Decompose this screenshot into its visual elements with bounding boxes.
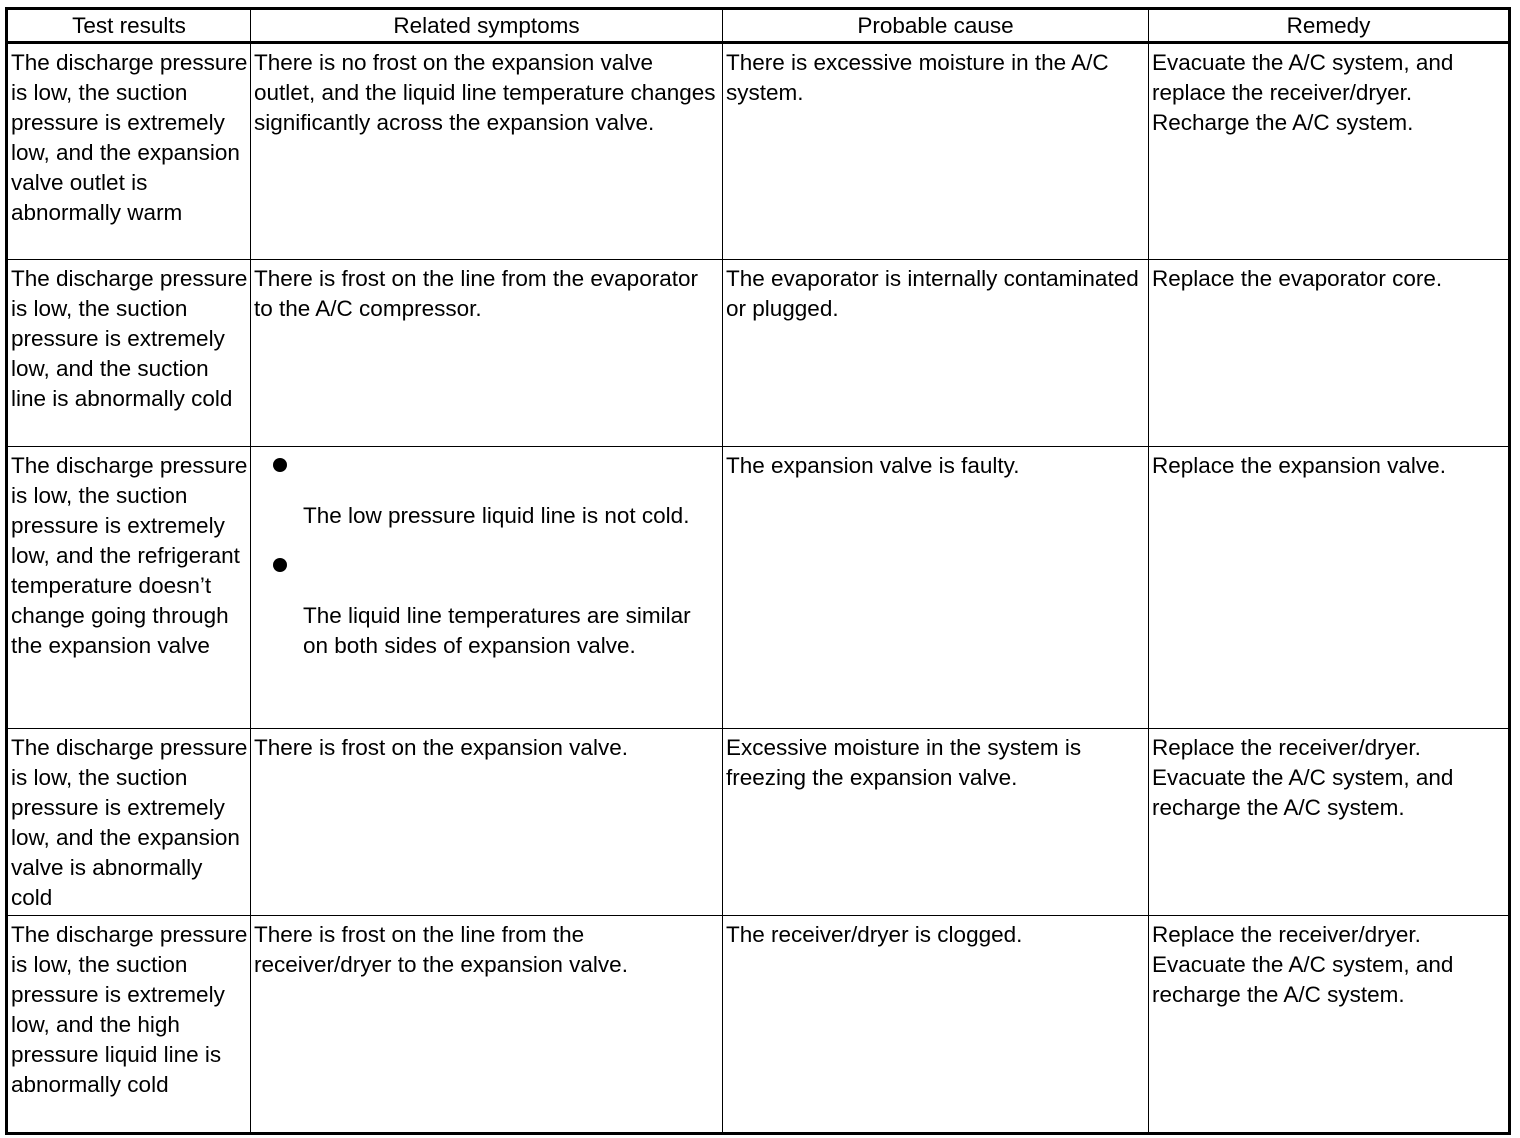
bullet-dot-icon [273, 558, 287, 572]
table-header [7, 9, 1510, 43]
list-item [254, 451, 720, 531]
header-related-symptoms: Related symptoms [251, 9, 723, 43]
cause-cell: There is excessive moisture in the A/C system. [723, 43, 1149, 260]
cause-cell: The expansion valve is faulty. [723, 447, 1149, 729]
test-result-cell: The discharge pressure is low, the suction pressure is extremely low, and the suction line is abnormally cold [7, 260, 251, 447]
remedy-cell: Evacuate the A/C system, and replace the receiver/dryer. Recharge the A/C system. [1149, 43, 1510, 260]
remedy-cell: Replace the evaporator core. [1149, 260, 1510, 447]
symptoms-cell: There is frost on the line from the evaporator to the A/C compressor. [251, 260, 723, 447]
list-item [254, 551, 720, 661]
table-body [7, 43, 1510, 1134]
cause-cell: The receiver/dryer is clogged. [723, 916, 1149, 1134]
symptom-text: The low pressure liquid line is not cold. [303, 503, 690, 528]
table-row [7, 916, 1510, 1134]
symptoms-cell: There is no frost on the expansion valve outlet, and the liquid line temperature changes significantly across the expansion valve. [251, 43, 723, 260]
test-result-cell: The discharge pressure is low, the suction pressure is extremely low, and the expansion valve is abnormally cold [7, 729, 251, 916]
header-remedy: Remedy [1149, 9, 1510, 43]
table-row [7, 447, 1510, 729]
symptoms-cell: There is frost on the expansion valve. [251, 729, 723, 916]
header-probable-cause: Probable cause [723, 9, 1149, 43]
symptoms-cell: There is frost on the line from the receiver/dryer to the expansion valve. [251, 916, 723, 1134]
symptoms-bullet-list [254, 451, 720, 661]
symptom-text: The liquid line temperatures are similar on both sides of expansion valve. [303, 603, 691, 658]
symptoms-cell [251, 447, 723, 729]
remedy-cell: Replace the expansion valve. [1149, 447, 1510, 729]
header-row [7, 9, 1510, 43]
header-test-results: Test results [7, 9, 251, 43]
table-row [7, 729, 1510, 916]
diagnostic-table [5, 7, 1511, 1135]
test-result-cell: The discharge pressure is low, the suction pressure is extremely low, and the expansion valve outlet is abnormally warm [7, 43, 251, 260]
remedy-cell: Replace the receiver/dryer. Evacuate the A/C system, and recharge the A/C system. [1149, 916, 1510, 1134]
table-row [7, 43, 1510, 260]
table-row [7, 260, 1510, 447]
cause-cell: Excessive moisture in the system is freezing the expansion valve. [723, 729, 1149, 916]
bullet-dot-icon [273, 458, 287, 472]
test-result-cell: The discharge pressure is low, the suction pressure is extremely low, and the high pressure liquid line is abnormally cold [7, 916, 251, 1134]
cause-cell: The evaporator is internally contaminated or plugged. [723, 260, 1149, 447]
remedy-cell: Replace the receiver/dryer. Evacuate the A/C system, and recharge the A/C system. [1149, 729, 1510, 916]
test-result-cell: The discharge pressure is low, the suction pressure is extremely low, and the refrigerant temperature doesn’t change going through the expansion valve [7, 447, 251, 729]
